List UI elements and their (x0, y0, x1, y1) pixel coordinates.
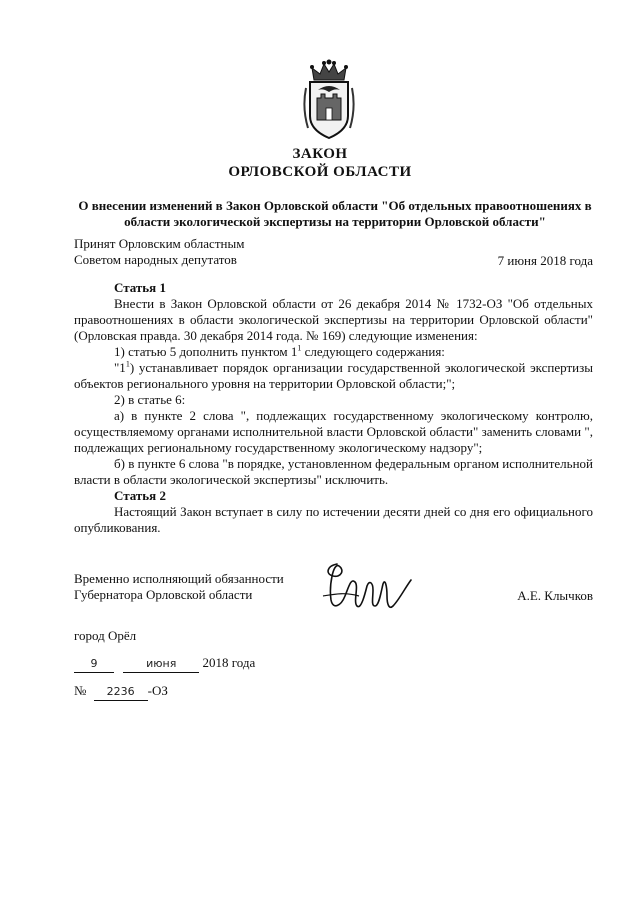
signing-date (74, 655, 255, 673)
coat-of-arms-emblem (300, 58, 358, 142)
adopted-by-line1: Принят Орловским областным (74, 236, 245, 251)
law-title-region: ОРЛОВСКОЙ ОБЛАСТИ (228, 164, 412, 180)
article-2 (74, 488, 593, 536)
law-subtitle-line2: области экологической экспертизы на территории Орловской области" (124, 214, 546, 229)
signatory-position (74, 571, 284, 603)
article-1-quote (74, 360, 593, 392)
article-1-intro: Внести в Закон Орловской области от 26 декабря 2014 № 1732-ОЗ "Об отдельных правоотношениях в области экологической экспертизы на территории Орловской области" (Орловская правда. 30 декабря 2014 года. № 169) следующие изменения: (74, 296, 593, 343)
article-1-item-1-sup: 1 (297, 343, 302, 353)
signing-date-year: 2018 года (202, 655, 256, 670)
law-subtitle (70, 198, 600, 230)
handwritten-signature (315, 556, 415, 618)
city: город Орёл (74, 628, 137, 643)
article-1-item-2: 2) в статье 6: (114, 392, 186, 407)
signatory-name: А.Е. Клычков (517, 588, 593, 603)
adopted-date: 7 июня 2018 года (497, 253, 593, 268)
article-2-heading: Статья 2 (114, 488, 166, 503)
article-1-quote-open: "1 (114, 360, 126, 375)
article-1-item-2a: а) в пункте 2 слова ", подлежащих государственному экологическому контролю, осуществляемому органами исполнительной власти Орловской области" заменить словами ", подлежащих региональному государственному экологическому надзору"; (74, 408, 593, 455)
article-1-item-1 (74, 344, 593, 360)
signatory-line1: Временно исполняющий обязанности (74, 571, 284, 586)
law-subtitle-line1: О внесении изменений в Закон Орловской области "Об отдельных правоотношениях в (78, 198, 592, 213)
law-number-label: № (74, 683, 87, 698)
article-2-text: Настоящий Закон вступает в силу по истечении десяти дней со дня его официального опубликования. (74, 504, 593, 535)
article-1-item-1-text: 1) статью 5 дополнить пунктом 1 (114, 344, 298, 359)
article-1-quote-text: ) устанавливает порядок организации государственной экологической экспертизы объектов регионального уровня на территории Орловской области;"; (74, 360, 593, 391)
adopted-by (74, 236, 244, 268)
law-title: ЗАКОН (292, 146, 348, 162)
law-number-suffix: -ОЗ (147, 683, 168, 698)
article-1-item-1-tail: следующего содержания: (301, 344, 445, 359)
adopted-by-line2: Советом народных депутатов (74, 252, 237, 267)
article-1-quote-sup: 1 (125, 359, 130, 369)
law-number (74, 683, 168, 701)
signing-date-day: 9 (74, 656, 114, 673)
article-1-item-2b: б) в пункте 6 слова "в порядке, установленном федеральным органом исполнительной власти в области экологической экспертизы" исключить. (74, 456, 593, 487)
law-number-value: 2236 (94, 684, 148, 701)
article-1-heading: Статья 1 (114, 280, 166, 295)
article-1 (74, 280, 593, 488)
signatory-line2: Губернатора Орловской области (74, 587, 253, 602)
signing-date-month: июня (123, 656, 199, 673)
